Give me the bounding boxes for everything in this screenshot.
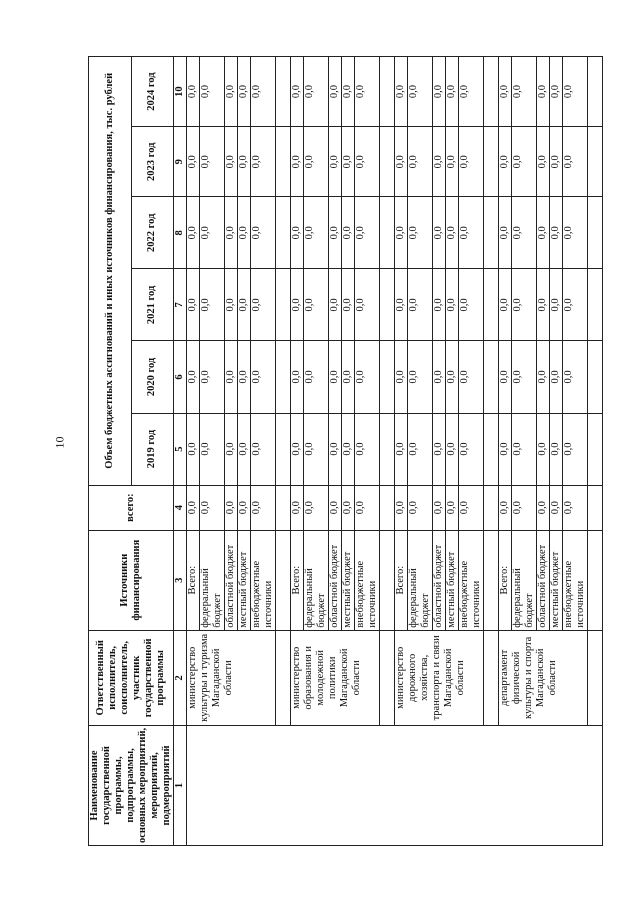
header-year: 2019 год <box>131 413 174 485</box>
empty-cell <box>588 197 603 269</box>
funding-source-cell: внебюджетные источники <box>459 530 484 630</box>
year-value-cell: 0,0 <box>355 197 380 269</box>
empty-cell <box>484 630 499 725</box>
year-value-cell: 0,0 <box>512 413 537 485</box>
total-value-cell: 0,0 <box>187 485 200 530</box>
empty-cell <box>588 485 603 530</box>
empty-cell <box>276 341 291 413</box>
year-value-cell: 0,0 <box>446 197 459 269</box>
empty-cell <box>484 57 499 127</box>
year-value-cell: 0,0 <box>342 413 355 485</box>
year-value-cell: 0,0 <box>550 127 563 197</box>
column-number: 4 <box>174 485 187 530</box>
year-value-cell: 0,0 <box>446 57 459 127</box>
page-number: 10 <box>52 436 67 449</box>
year-value-cell: 0,0 <box>200 127 225 197</box>
year-value-cell: 0,0 <box>187 197 200 269</box>
empty-cell <box>276 269 291 341</box>
year-value-cell: 0,0 <box>187 127 200 197</box>
empty-cell <box>588 341 603 413</box>
header-year: 2020 год <box>131 341 174 413</box>
executor-cell: министерство дорожного хозяйства, транспорта и связи Магаданской области <box>395 630 484 725</box>
year-value-cell: 0,0 <box>200 341 225 413</box>
year-value-cell: 0,0 <box>395 269 408 341</box>
empty-cell <box>484 341 499 413</box>
empty-cell <box>380 341 395 413</box>
empty-cell <box>588 269 603 341</box>
year-value-cell: 0,0 <box>238 269 251 341</box>
year-value-cell: 0,0 <box>408 413 433 485</box>
funding-source-cell: федеральный бюджет <box>304 530 329 630</box>
header-year: 2023 год <box>131 127 174 197</box>
header-year: 2022 год <box>131 197 174 269</box>
executor-cell: департамент физической культуры и спорта Магаданской области <box>499 630 588 725</box>
empty-cell <box>276 413 291 485</box>
year-value-cell: 0,0 <box>550 413 563 485</box>
year-value-cell: 0,0 <box>550 57 563 127</box>
year-value-cell: 0,0 <box>187 413 200 485</box>
total-value-cell: 0,0 <box>433 485 446 530</box>
column-number: 2 <box>174 630 187 725</box>
year-value-cell: 0,0 <box>342 269 355 341</box>
empty-cell <box>276 630 291 725</box>
year-value-cell: 0,0 <box>459 197 484 269</box>
empty-cell <box>588 57 603 127</box>
empty-cell <box>380 630 395 725</box>
year-value-cell: 0,0 <box>238 127 251 197</box>
total-value-cell: 0,0 <box>342 485 355 530</box>
funding-source-cell: местный бюджет <box>238 530 251 630</box>
column-number: 7 <box>174 269 187 341</box>
funding-source-cell: местный бюджет <box>550 530 563 630</box>
year-value-cell: 0,0 <box>563 127 588 197</box>
total-value-cell: 0,0 <box>537 485 550 530</box>
empty-cell <box>276 127 291 197</box>
year-value-cell: 0,0 <box>304 269 329 341</box>
total-value-cell: 0,0 <box>563 485 588 530</box>
header-program-name: Наименование государственной программы, подпрограммы, основных мероприятий, мероприятий, подмероприятий <box>89 725 174 845</box>
year-value-cell: 0,0 <box>550 197 563 269</box>
year-value-cell: 0,0 <box>329 269 342 341</box>
funding-source-cell: местный бюджет <box>342 530 355 630</box>
year-value-cell: 0,0 <box>225 127 238 197</box>
year-value-cell: 0,0 <box>499 127 512 197</box>
year-value-cell: 0,0 <box>342 57 355 127</box>
year-value-cell: 0,0 <box>304 341 329 413</box>
year-value-cell: 0,0 <box>291 57 304 127</box>
year-value-cell: 0,0 <box>355 269 380 341</box>
year-value-cell: 0,0 <box>329 413 342 485</box>
funding-source-cell: федеральный бюджет <box>408 530 433 630</box>
year-value-cell: 0,0 <box>251 127 276 197</box>
year-value-cell: 0,0 <box>225 341 238 413</box>
year-value-cell: 0,0 <box>459 269 484 341</box>
header-year: 2024 год <box>131 57 174 127</box>
empty-cell <box>276 485 291 530</box>
year-value-cell: 0,0 <box>251 269 276 341</box>
funding-source-cell: областной бюджет <box>329 530 342 630</box>
document-sheet <box>88 56 586 846</box>
empty-cell <box>484 197 499 269</box>
funding-source-cell: внебюджетные источники <box>563 530 588 630</box>
empty-cell <box>588 127 603 197</box>
funding-source-cell: внебюджетные источники <box>355 530 380 630</box>
year-value-cell: 0,0 <box>291 341 304 413</box>
year-value-cell: 0,0 <box>238 341 251 413</box>
empty-cell <box>380 413 395 485</box>
total-value-cell: 0,0 <box>238 485 251 530</box>
year-value-cell: 0,0 <box>433 341 446 413</box>
year-value-cell: 0,0 <box>512 269 537 341</box>
year-value-cell: 0,0 <box>238 57 251 127</box>
empty-cell <box>380 197 395 269</box>
year-value-cell: 0,0 <box>433 413 446 485</box>
year-value-cell: 0,0 <box>537 127 550 197</box>
table-row <box>187 57 200 846</box>
empty-cell <box>380 530 395 630</box>
year-value-cell: 0,0 <box>408 341 433 413</box>
year-value-cell: 0,0 <box>291 197 304 269</box>
executor-cell: министерство культуры и туризма Магаданской области <box>187 630 276 725</box>
empty-cell <box>588 530 603 630</box>
year-value-cell: 0,0 <box>251 57 276 127</box>
total-value-cell: 0,0 <box>225 485 238 530</box>
empty-cell <box>588 630 603 725</box>
total-value-cell: 0,0 <box>550 485 563 530</box>
funding-source-cell: Всего: <box>291 530 304 630</box>
program-name-cell <box>187 725 603 845</box>
year-value-cell: 0,0 <box>251 197 276 269</box>
total-value-cell: 0,0 <box>395 485 408 530</box>
empty-cell <box>380 485 395 530</box>
year-value-cell: 0,0 <box>200 413 225 485</box>
header-year: 2021 год <box>131 269 174 341</box>
year-value-cell: 0,0 <box>499 197 512 269</box>
year-value-cell: 0,0 <box>433 197 446 269</box>
year-value-cell: 0,0 <box>512 341 537 413</box>
year-value-cell: 0,0 <box>563 269 588 341</box>
year-value-cell: 0,0 <box>238 197 251 269</box>
total-value-cell: 0,0 <box>446 485 459 530</box>
total-value-cell: 0,0 <box>304 485 329 530</box>
year-value-cell: 0,0 <box>512 57 537 127</box>
year-value-cell: 0,0 <box>355 413 380 485</box>
year-value-cell: 0,0 <box>225 413 238 485</box>
header-executor: Ответственный исполнитель, соисполнитель, участник государственной программы <box>89 630 174 725</box>
column-number: 6 <box>174 341 187 413</box>
year-value-cell: 0,0 <box>395 197 408 269</box>
empty-cell <box>484 269 499 341</box>
column-number: 5 <box>174 413 187 485</box>
year-value-cell: 0,0 <box>563 197 588 269</box>
year-value-cell: 0,0 <box>200 57 225 127</box>
year-value-cell: 0,0 <box>550 269 563 341</box>
year-value-cell: 0,0 <box>200 197 225 269</box>
year-value-cell: 0,0 <box>408 57 433 127</box>
year-value-cell: 0,0 <box>395 127 408 197</box>
year-value-cell: 0,0 <box>304 57 329 127</box>
year-value-cell: 0,0 <box>187 57 200 127</box>
year-value-cell: 0,0 <box>446 127 459 197</box>
total-value-cell: 0,0 <box>512 485 537 530</box>
year-value-cell: 0,0 <box>342 127 355 197</box>
year-value-cell: 0,0 <box>499 57 512 127</box>
year-value-cell: 0,0 <box>408 269 433 341</box>
funding-source-cell: областной бюджет <box>433 530 446 630</box>
year-value-cell: 0,0 <box>459 341 484 413</box>
empty-cell <box>380 57 395 127</box>
year-value-cell: 0,0 <box>304 127 329 197</box>
year-value-cell: 0,0 <box>355 341 380 413</box>
year-value-cell: 0,0 <box>563 341 588 413</box>
year-value-cell: 0,0 <box>499 269 512 341</box>
year-value-cell: 0,0 <box>563 413 588 485</box>
year-value-cell: 0,0 <box>225 197 238 269</box>
total-value-cell: 0,0 <box>291 485 304 530</box>
year-value-cell: 0,0 <box>512 197 537 269</box>
year-value-cell: 0,0 <box>446 413 459 485</box>
year-value-cell: 0,0 <box>329 341 342 413</box>
year-value-cell: 0,0 <box>251 341 276 413</box>
year-value-cell: 0,0 <box>550 341 563 413</box>
year-value-cell: 0,0 <box>446 341 459 413</box>
year-value-cell: 0,0 <box>187 341 200 413</box>
year-value-cell: 0,0 <box>395 413 408 485</box>
year-value-cell: 0,0 <box>459 127 484 197</box>
year-value-cell: 0,0 <box>355 127 380 197</box>
funding-source-cell: Всего: <box>187 530 200 630</box>
year-value-cell: 0,0 <box>329 127 342 197</box>
year-value-cell: 0,0 <box>446 269 459 341</box>
funding-source-cell: местный бюджет <box>446 530 459 630</box>
funding-source-cell: Всего: <box>499 530 512 630</box>
year-value-cell: 0,0 <box>563 57 588 127</box>
year-value-cell: 0,0 <box>291 413 304 485</box>
empty-cell <box>276 530 291 630</box>
year-value-cell: 0,0 <box>395 341 408 413</box>
funding-source-cell: областной бюджет <box>225 530 238 630</box>
empty-cell <box>484 485 499 530</box>
funding-source-cell: внебюджетные источники <box>251 530 276 630</box>
empty-cell <box>276 57 291 127</box>
total-value-cell: 0,0 <box>408 485 433 530</box>
year-value-cell: 0,0 <box>537 341 550 413</box>
year-value-cell: 0,0 <box>459 57 484 127</box>
column-number: 10 <box>174 57 187 127</box>
total-value-cell: 0,0 <box>200 485 225 530</box>
total-value-cell: 0,0 <box>499 485 512 530</box>
year-value-cell: 0,0 <box>187 269 200 341</box>
total-value-cell: 0,0 <box>251 485 276 530</box>
empty-cell <box>484 127 499 197</box>
empty-cell <box>380 269 395 341</box>
year-value-cell: 0,0 <box>342 197 355 269</box>
year-value-cell: 0,0 <box>433 57 446 127</box>
year-value-cell: 0,0 <box>499 413 512 485</box>
empty-cell <box>484 530 499 630</box>
total-value-cell: 0,0 <box>355 485 380 530</box>
year-value-cell: 0,0 <box>433 269 446 341</box>
year-value-cell: 0,0 <box>291 127 304 197</box>
year-value-cell: 0,0 <box>499 341 512 413</box>
year-value-cell: 0,0 <box>537 413 550 485</box>
total-value-cell: 0,0 <box>459 485 484 530</box>
year-value-cell: 0,0 <box>238 413 251 485</box>
empty-cell <box>380 127 395 197</box>
year-value-cell: 0,0 <box>537 57 550 127</box>
year-value-cell: 0,0 <box>408 197 433 269</box>
year-value-cell: 0,0 <box>251 413 276 485</box>
year-value-cell: 0,0 <box>200 269 225 341</box>
funding-source-cell: федеральный бюджет <box>512 530 537 630</box>
year-value-cell: 0,0 <box>537 269 550 341</box>
financing-table <box>88 56 603 846</box>
header-total: всего: <box>89 485 174 530</box>
year-value-cell: 0,0 <box>304 413 329 485</box>
year-value-cell: 0,0 <box>395 57 408 127</box>
funding-source-cell: областной бюджет <box>537 530 550 630</box>
column-number: 9 <box>174 127 187 197</box>
column-number: 3 <box>174 530 187 630</box>
rotated-table-container <box>88 56 586 846</box>
funding-source-cell: Всего: <box>395 530 408 630</box>
total-value-cell: 0,0 <box>329 485 342 530</box>
header-budget-group: Объем бюджетных ассигнований и иных источников финансирования, тыс. рублей <box>89 57 132 486</box>
year-value-cell: 0,0 <box>225 269 238 341</box>
column-number-row <box>174 57 187 846</box>
year-value-cell: 0,0 <box>329 197 342 269</box>
year-value-cell: 0,0 <box>329 57 342 127</box>
funding-source-cell: федеральный бюджет <box>200 530 225 630</box>
executor-cell: министерство образования и молодежной политики Магаданской области <box>291 630 380 725</box>
year-value-cell: 0,0 <box>408 127 433 197</box>
empty-cell <box>588 413 603 485</box>
column-number: 1 <box>174 725 187 845</box>
year-value-cell: 0,0 <box>355 57 380 127</box>
year-value-cell: 0,0 <box>459 413 484 485</box>
year-value-cell: 0,0 <box>225 57 238 127</box>
header-funding-source: Источники финансирования <box>89 530 174 630</box>
year-value-cell: 0,0 <box>433 127 446 197</box>
year-value-cell: 0,0 <box>537 197 550 269</box>
year-value-cell: 0,0 <box>291 269 304 341</box>
year-value-cell: 0,0 <box>512 127 537 197</box>
empty-cell <box>484 413 499 485</box>
year-value-cell: 0,0 <box>304 197 329 269</box>
table-body <box>187 57 603 846</box>
year-value-cell: 0,0 <box>342 341 355 413</box>
column-number: 8 <box>174 197 187 269</box>
empty-cell <box>276 197 291 269</box>
